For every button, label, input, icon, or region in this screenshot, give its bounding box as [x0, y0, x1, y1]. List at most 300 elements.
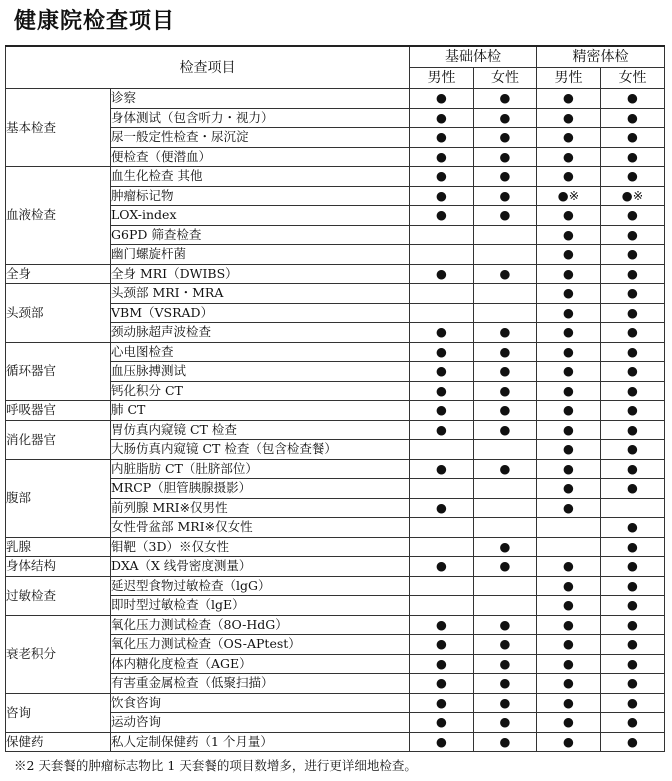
mark-cell-premium-male — [537, 635, 601, 655]
included-dot-icon: ● — [436, 499, 447, 515]
mark-cell-premium-male — [537, 303, 601, 323]
exam-item-name: 胃仿真内窥镜 CT 检查 — [111, 420, 410, 440]
included-dot-icon: ● — [499, 129, 511, 145]
included-dot-icon: ● — [563, 655, 574, 671]
included-dot-icon: ● — [499, 90, 511, 106]
included-dot-icon: ● — [563, 616, 574, 632]
mark-cell-basic-male — [410, 713, 474, 733]
included-dot-icon: ● — [499, 655, 511, 671]
exam-item-name: DXA（X 线骨密度测量） — [111, 557, 410, 577]
included-dot-icon: ● — [563, 694, 574, 710]
table-row — [6, 89, 665, 109]
exam-item-name: 体内糖化度检查（AGE） — [111, 654, 410, 674]
mark-cell-premium-male — [537, 381, 601, 401]
mark-cell-basic-male — [410, 576, 474, 596]
mark-cell-premium-female — [601, 615, 665, 635]
mark-cell-premium-female — [601, 128, 665, 148]
included-dot-icon: ● — [627, 382, 638, 398]
included-dot-icon: ● — [563, 285, 574, 301]
included-dot-icon: ● — [627, 714, 638, 730]
exam-item-name: 全身 MRI（DWIBS） — [111, 264, 410, 284]
header-basic-female: 女性 — [474, 68, 537, 89]
included-dot-icon: ● — [563, 499, 574, 515]
mark-cell-premium-male — [537, 674, 601, 694]
mark-cell-basic-female — [474, 459, 537, 479]
mark-cell-basic-male — [410, 518, 474, 538]
included-dot-icon: ● — [499, 558, 511, 574]
included-dot-icon: ● — [563, 636, 574, 652]
included-dot-icon: ● — [627, 733, 638, 749]
included-dot-icon: ● — [563, 343, 574, 359]
mark-cell-basic-male — [410, 693, 474, 713]
table-row — [6, 264, 665, 284]
mark-cell-basic-female — [474, 420, 537, 440]
mark-cell-basic-female — [474, 89, 537, 109]
included-dot-icon: ● — [627, 265, 638, 281]
table-row — [6, 693, 665, 713]
mark-cell-premium-female — [601, 147, 665, 167]
table-row — [6, 459, 665, 479]
mark-cell-premium-male — [537, 108, 601, 128]
mark-cell-premium-female — [601, 732, 665, 752]
mark-cell-basic-male — [410, 245, 474, 265]
exam-item-name: 运动咨询 — [111, 713, 410, 733]
included-dot-icon: ● — [563, 382, 574, 398]
mark-cell-premium-female — [601, 674, 665, 694]
mark-cell-basic-female — [474, 732, 537, 752]
mark-cell-premium-male — [537, 576, 601, 596]
mark-cell-basic-male — [410, 635, 474, 655]
exam-item-name: 前列腺 MRI※仅男性 — [111, 498, 410, 518]
mark-cell-premium-male — [537, 459, 601, 479]
mark-cell-basic-female — [474, 518, 537, 538]
mark-cell-premium-female — [601, 576, 665, 596]
included-dot-icon: ● — [627, 246, 638, 262]
exam-item-name: 肺 CT — [111, 401, 410, 421]
mark-cell-basic-male — [410, 381, 474, 401]
mark-cell-premium-female — [601, 342, 665, 362]
included-dot-icon: ● — [627, 675, 638, 691]
exam-item-name: 氧化压力测试检查（8O-HdG） — [111, 615, 410, 635]
included-dot-icon: ● — [436, 382, 447, 398]
included-dot-icon: ● — [563, 558, 574, 574]
included-dot-icon: ● — [499, 207, 511, 223]
category-label: 乳腺 — [6, 537, 111, 557]
mark-cell-premium-male — [537, 167, 601, 187]
included-dot-icon: ● — [499, 421, 511, 437]
exam-item-name: 尿一般定性检查・尿沉淀 — [111, 128, 410, 148]
mark-cell-basic-male — [410, 401, 474, 421]
mark-cell-premium-female — [601, 381, 665, 401]
mark-cell-premium-male — [537, 245, 601, 265]
included-dot-icon: ● — [627, 304, 638, 320]
mark-cell-basic-female — [474, 479, 537, 499]
included-dot-icon: ● — [627, 402, 638, 418]
included-dot-icon: ● — [627, 519, 638, 535]
mark-cell-basic-female — [474, 284, 537, 304]
included-dot-icon: ● — [563, 168, 574, 184]
category-label: 身体结构 — [6, 557, 111, 577]
mark-cell-premium-female — [601, 596, 665, 616]
included-dot-icon: ● — [563, 460, 574, 476]
mark-cell-basic-female — [474, 323, 537, 343]
category-label: 基本检查 — [6, 89, 111, 167]
mark-cell-basic-male — [410, 674, 474, 694]
table-row — [6, 615, 665, 635]
included-dot-icon: ● — [563, 597, 574, 613]
included-dot-icon: ● — [627, 441, 638, 457]
mark-cell-basic-female — [474, 245, 537, 265]
mark-cell-basic-male — [410, 732, 474, 752]
mark-cell-premium-female — [601, 206, 665, 226]
exam-item-name: 女性骨盆部 MRI※仅女性 — [111, 518, 410, 538]
mark-cell-premium-female — [601, 186, 665, 206]
included-dot-icon: ● — [499, 675, 511, 691]
table-row — [6, 576, 665, 596]
mark-cell-basic-male — [410, 557, 474, 577]
mark-cell-basic-female — [474, 225, 537, 245]
exam-item-name: 氧化压力测试检查（OS-APtest） — [111, 635, 410, 655]
mark-cell-basic-female — [474, 167, 537, 187]
mark-cell-basic-male — [410, 479, 474, 499]
included-dot-icon: ● — [563, 109, 574, 125]
mark-cell-premium-female — [601, 284, 665, 304]
mark-cell-basic-female — [474, 381, 537, 401]
included-dot-icon: ● — [499, 187, 511, 203]
included-dot-icon: ● — [627, 480, 638, 496]
included-dot-icon: ● — [436, 207, 447, 223]
mark-cell-basic-male — [410, 89, 474, 109]
included-dot-icon: ● — [436, 168, 447, 184]
mark-cell-premium-female — [601, 420, 665, 440]
included-dot-icon: ● — [627, 577, 638, 593]
mark-cell-basic-male — [410, 440, 474, 460]
included-dot-icon: ● — [436, 675, 447, 691]
included-dot-icon: ● — [436, 636, 447, 652]
exam-item-name: 私人定制保健药（1 个月量） — [111, 732, 410, 752]
mark-cell-basic-female — [474, 674, 537, 694]
included-dot-icon: ● — [436, 129, 447, 145]
mark-cell-premium-male — [537, 128, 601, 148]
mark-cell-premium-female — [601, 693, 665, 713]
mark-cell-premium-male — [537, 420, 601, 440]
mark-cell-basic-male — [410, 186, 474, 206]
header-premium-female: 女性 — [601, 68, 665, 89]
mark-cell-premium-female — [601, 108, 665, 128]
included-dot-icon: ● — [627, 90, 638, 106]
category-label: 咨询 — [6, 693, 111, 732]
included-dot-icon: ● — [563, 148, 574, 164]
included-dot-icon: ● — [627, 207, 638, 223]
mark-cell-premium-female — [601, 264, 665, 284]
category-label: 过敏检查 — [6, 576, 111, 615]
mark-cell-basic-female — [474, 654, 537, 674]
included-dot-icon: ● — [499, 402, 511, 418]
footnote: ※2 天套餐的肿瘤标志物比 1 天套餐的项目数增多，进行更详细地检查。 — [14, 758, 417, 773]
mark-cell-premium-male — [537, 206, 601, 226]
included-dot-icon: ● — [499, 363, 511, 379]
included-dot-icon: ● — [627, 109, 638, 125]
table-row — [6, 557, 665, 577]
included-dot-icon: ● — [627, 226, 638, 242]
included-dot-icon: ● — [627, 324, 638, 340]
included-dot-icon: ● — [499, 324, 511, 340]
category-label: 血液检查 — [6, 167, 111, 265]
included-dot-icon: ● — [563, 733, 574, 749]
mark-cell-premium-female — [601, 323, 665, 343]
exam-item-name: 心电图检查 — [111, 342, 410, 362]
table-row — [6, 732, 665, 752]
mark-cell-basic-male — [410, 459, 474, 479]
exam-table-body — [6, 89, 665, 752]
header-premium-male: 男性 — [537, 68, 601, 89]
mark-cell-premium-female — [601, 362, 665, 382]
exam-item-name: 大肠仿真内窥镜 CT 检查（包含检查餐） — [111, 440, 410, 460]
header-basic-exam: 基础体检 — [410, 46, 537, 68]
included-dot-icon: ● — [436, 187, 447, 203]
exam-table — [5, 45, 665, 752]
mark-cell-basic-male — [410, 225, 474, 245]
mark-cell-basic-male — [410, 596, 474, 616]
included-dot-icon: ● — [627, 148, 638, 164]
table-row — [6, 401, 665, 421]
included-dot-icon: ● — [627, 636, 638, 652]
included-dot-icon: ● — [563, 402, 574, 418]
category-label: 循环器官 — [6, 342, 111, 401]
included-dot-icon: ● — [627, 538, 638, 554]
included-dot-icon: ● — [627, 460, 638, 476]
category-label: 头颈部 — [6, 284, 111, 343]
mark-cell-premium-male — [537, 498, 601, 518]
included-dot-icon: ● — [436, 460, 447, 476]
included-dot-icon: ● — [499, 538, 511, 554]
mark-cell-premium-female — [601, 654, 665, 674]
included-dot-icon: ● — [627, 343, 638, 359]
exam-item-name: VBM（VSRAD） — [111, 303, 410, 323]
included-dot-icon: ● — [436, 343, 447, 359]
mark-cell-premium-female — [601, 440, 665, 460]
included-dot-icon: ● — [436, 324, 447, 340]
included-dot-icon: ● — [627, 285, 638, 301]
included-dot-icon: ● — [563, 304, 574, 320]
mark-cell-basic-male — [410, 654, 474, 674]
mark-cell-premium-female — [601, 518, 665, 538]
mark-cell-basic-male — [410, 303, 474, 323]
included-dot-icon: ● — [563, 441, 574, 457]
included-dot-icon: ● — [436, 265, 447, 281]
mark-cell-basic-female — [474, 264, 537, 284]
category-label: 腹部 — [6, 459, 111, 537]
included-dot-icon: ● — [627, 421, 638, 437]
mark-cell-premium-male — [537, 362, 601, 382]
mark-cell-premium-male — [537, 186, 601, 206]
mark-cell-basic-male — [410, 147, 474, 167]
included-dot-icon: ● — [563, 265, 574, 281]
mark-cell-premium-male — [537, 537, 601, 557]
mark-cell-basic-female — [474, 693, 537, 713]
header-basic-male: 男性 — [410, 68, 474, 89]
included-dot-icon: ● — [563, 363, 574, 379]
included-dot-icon: ● — [436, 616, 447, 632]
included-dot-icon: ● — [627, 129, 638, 145]
included-dot-icon: ● — [499, 733, 511, 749]
mark-cell-basic-female — [474, 576, 537, 596]
included-dot-icon: ● — [436, 733, 447, 749]
included-dot-icon: ● — [627, 597, 638, 613]
mark-cell-basic-female — [474, 147, 537, 167]
mark-cell-basic-female — [474, 206, 537, 226]
included-dot-icon: ● — [436, 148, 447, 164]
mark-cell-premium-female — [601, 635, 665, 655]
included-dot-icon: ● — [627, 694, 638, 710]
included-dot-icon: ● — [499, 109, 511, 125]
mark-cell-basic-female — [474, 596, 537, 616]
included-dot-icon: ● — [563, 714, 574, 730]
mark-cell-basic-male — [410, 615, 474, 635]
included-dot-with-note-icon: ●※ — [621, 187, 644, 203]
mark-cell-basic-female — [474, 713, 537, 733]
included-dot-icon: ● — [499, 714, 511, 730]
included-dot-icon: ● — [627, 558, 638, 574]
mark-cell-basic-female — [474, 401, 537, 421]
included-dot-icon: ● — [436, 363, 447, 379]
mark-cell-premium-male — [537, 654, 601, 674]
table-row — [6, 167, 665, 187]
mark-cell-premium-male — [537, 89, 601, 109]
mark-cell-basic-male — [410, 323, 474, 343]
included-dot-icon: ● — [563, 675, 574, 691]
mark-cell-basic-male — [410, 498, 474, 518]
mark-cell-basic-female — [474, 303, 537, 323]
category-label: 衰老积分 — [6, 615, 111, 693]
exam-item-name: 饮食咨询 — [111, 693, 410, 713]
exam-item-name: G6PD 筛查检查 — [111, 225, 410, 245]
mark-cell-premium-male — [537, 479, 601, 499]
mark-cell-basic-female — [474, 498, 537, 518]
included-dot-icon: ● — [499, 636, 511, 652]
included-dot-icon: ● — [436, 109, 447, 125]
exam-item-name: 身体测试（包含听力・视力） — [111, 108, 410, 128]
category-label: 全身 — [6, 264, 111, 284]
exam-item-name: 内脏脂肪 CT（肚脐部位） — [111, 459, 410, 479]
exam-item-name: LOX-index — [111, 206, 410, 226]
included-dot-icon: ● — [563, 207, 574, 223]
included-dot-with-note-icon: ●※ — [557, 187, 580, 203]
mark-cell-basic-male — [410, 284, 474, 304]
mark-cell-premium-male — [537, 342, 601, 362]
included-dot-icon: ● — [499, 265, 511, 281]
exam-item-name: 即时型过敏检查（lgE） — [111, 596, 410, 616]
exam-item-name: 血生化检查 其他 — [111, 167, 410, 187]
table-row — [6, 537, 665, 557]
included-dot-icon: ● — [436, 714, 447, 730]
included-dot-icon: ● — [499, 168, 511, 184]
included-dot-icon: ● — [499, 343, 511, 359]
mark-cell-basic-male — [410, 420, 474, 440]
mark-cell-premium-female — [601, 557, 665, 577]
mark-cell-premium-male — [537, 147, 601, 167]
exam-item-name: 诊察 — [111, 89, 410, 109]
mark-cell-premium-male — [537, 557, 601, 577]
mark-cell-premium-male — [537, 615, 601, 635]
mark-cell-basic-male — [410, 362, 474, 382]
mark-cell-premium-female — [601, 459, 665, 479]
mark-cell-basic-female — [474, 186, 537, 206]
exam-item-name: 肿瘤标记物 — [111, 186, 410, 206]
mark-cell-premium-female — [601, 537, 665, 557]
included-dot-icon: ● — [627, 655, 638, 671]
mark-cell-basic-female — [474, 362, 537, 382]
mark-cell-premium-male — [537, 440, 601, 460]
mark-cell-premium-male — [537, 284, 601, 304]
mark-cell-basic-male — [410, 537, 474, 557]
mark-cell-premium-female — [601, 225, 665, 245]
exam-item-name: 血压脉搏测试 — [111, 362, 410, 382]
mark-cell-basic-female — [474, 537, 537, 557]
mark-cell-basic-female — [474, 440, 537, 460]
included-dot-icon: ● — [563, 421, 574, 437]
mark-cell-premium-male — [537, 693, 601, 713]
mark-cell-premium-male — [537, 518, 601, 538]
header-premium-exam: 精密体检 — [537, 46, 665, 68]
mark-cell-premium-male — [537, 596, 601, 616]
mark-cell-basic-male — [410, 167, 474, 187]
included-dot-icon: ● — [499, 460, 511, 476]
included-dot-icon: ● — [499, 694, 511, 710]
included-dot-icon: ● — [563, 577, 574, 593]
included-dot-icon: ● — [436, 694, 447, 710]
mark-cell-basic-male — [410, 108, 474, 128]
table-row — [6, 342, 665, 362]
mark-cell-premium-male — [537, 732, 601, 752]
included-dot-icon: ● — [499, 148, 511, 164]
mark-cell-premium-female — [601, 245, 665, 265]
category-label: 呼吸器官 — [6, 401, 111, 421]
mark-cell-premium-male — [537, 323, 601, 343]
included-dot-icon: ● — [563, 324, 574, 340]
included-dot-icon: ● — [436, 421, 447, 437]
mark-cell-premium-female — [601, 89, 665, 109]
mark-cell-premium-female — [601, 401, 665, 421]
category-label: 消化器官 — [6, 420, 111, 459]
mark-cell-basic-female — [474, 615, 537, 635]
mark-cell-basic-male — [410, 264, 474, 284]
included-dot-icon: ● — [436, 655, 447, 671]
included-dot-icon: ● — [627, 616, 638, 632]
exam-item-name: 延迟型食物过敏检查（lgG） — [111, 576, 410, 596]
exam-item-name: 钙化积分 CT — [111, 381, 410, 401]
mark-cell-premium-female — [601, 713, 665, 733]
mark-cell-premium-female — [601, 479, 665, 499]
mark-cell-premium-male — [537, 225, 601, 245]
included-dot-icon: ● — [563, 129, 574, 145]
included-dot-icon: ● — [436, 90, 447, 106]
included-dot-icon: ● — [563, 246, 574, 262]
mark-cell-basic-male — [410, 206, 474, 226]
exam-item-name: MRCP（胆管胰腺摄影） — [111, 479, 410, 499]
category-label: 保健药 — [6, 732, 111, 752]
table-row — [6, 420, 665, 440]
included-dot-icon: ● — [499, 616, 511, 632]
mark-cell-premium-male — [537, 401, 601, 421]
exam-item-name: 幽门螺旋杆菌 — [111, 245, 410, 265]
mark-cell-basic-male — [410, 342, 474, 362]
included-dot-icon: ● — [563, 226, 574, 242]
page-title: 健康院检查项目 — [14, 9, 176, 34]
mark-cell-premium-female — [601, 167, 665, 187]
included-dot-icon: ● — [436, 402, 447, 418]
exam-item-name: 颈动脉超声波检查 — [111, 323, 410, 343]
